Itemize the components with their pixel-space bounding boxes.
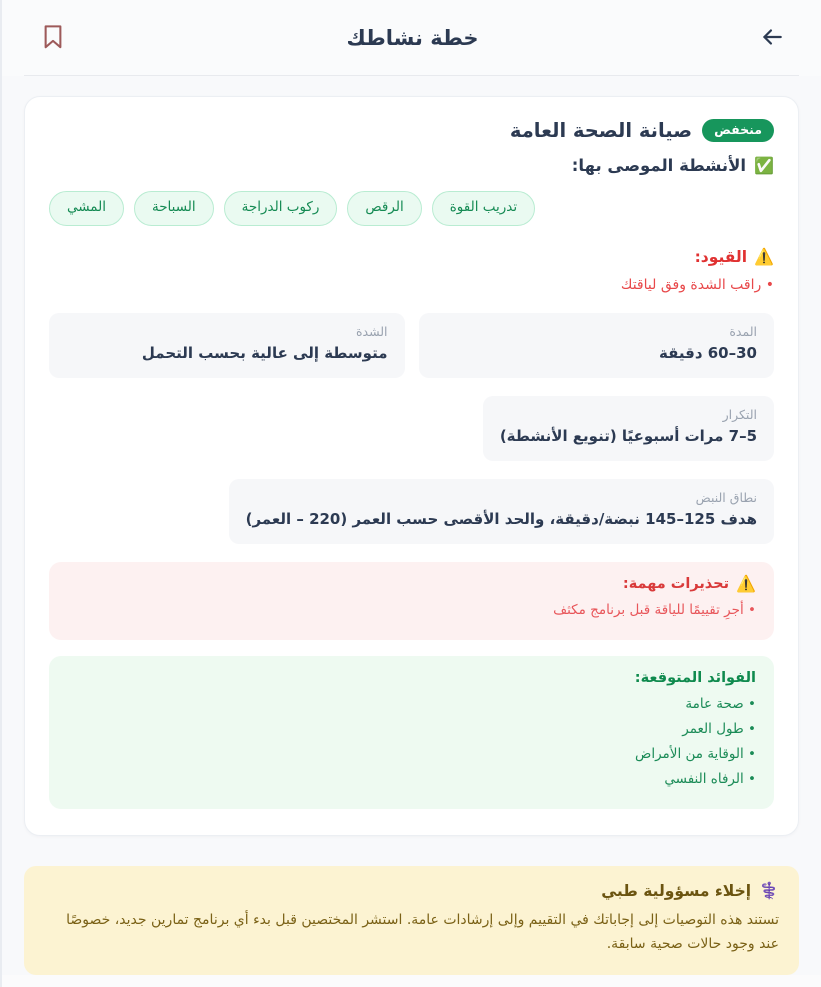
stat-grid-heart-rate	[49, 479, 774, 544]
activity-chip[interactable]: تدريب القوة	[432, 191, 535, 226]
activity-chip-list	[49, 189, 774, 226]
disclaimer-title-row	[44, 882, 779, 900]
page-title: خطة نشاطك	[346, 26, 479, 50]
limits-list-item: • راقب الشدة وفق لياقتك	[49, 273, 774, 298]
warning-triangle-icon: ⚠️	[736, 574, 756, 594]
stat-label: الشدة	[355, 324, 388, 340]
stat-value: متوسطة إلى عالية بحسب التحمل	[141, 344, 388, 363]
activity-chip[interactable]: ركوب الدراجة	[224, 191, 338, 226]
risk-level-badge: منخفض	[702, 119, 774, 142]
benefits-list	[67, 692, 756, 792]
bookmark-icon	[42, 24, 64, 53]
recommended-activities-label-row	[49, 156, 774, 175]
benefits-title-row	[67, 670, 756, 686]
benefits-list-item: • صحة عامة	[67, 692, 756, 717]
stat-label: نطاق النبض	[695, 490, 757, 506]
back-button[interactable]	[751, 17, 793, 59]
plan-heading-row	[49, 119, 774, 142]
limits-list	[49, 273, 774, 298]
arrow-left-icon	[759, 24, 785, 53]
activity-chip[interactable]: المشي	[49, 191, 124, 226]
stat-grid-frequency	[49, 396, 774, 461]
benefits-title: الفوائد المتوقعة:	[634, 669, 756, 686]
stat-label: المدة	[729, 324, 757, 340]
limits-title-row	[49, 248, 774, 266]
check-box-icon: ✅	[754, 155, 774, 175]
disclaimer-text: تستند هذه التوصيات إلى إجاباتك في التقييم وإلى إرشادات عامة. استشر المختصين قبل بدء أي برنامج تمارين جديد، خصوصًا عند وجود حالات صحية سابقة.	[66, 911, 779, 953]
stat-value: هدف 125–145 نبضة/دقيقة، والحد الأقصى حسب العمر (220 – العمر)	[245, 510, 757, 529]
app-bar	[2, 0, 821, 76]
stat-box-duration	[419, 313, 775, 378]
plan-card	[24, 96, 799, 836]
medical-symbol-icon: ⚕️	[759, 880, 779, 900]
limits-section	[49, 248, 774, 298]
stat-value: 5–7 مرات أسبوعيًا (تنويع الأنشطة)	[499, 427, 757, 446]
warnings-list-item: • أجرِ تقييمًا للياقة قبل برنامج مكثف	[67, 598, 756, 623]
page-body	[2, 76, 821, 848]
activity-chip[interactable]: السباحة	[134, 191, 214, 226]
benefits-list-item: • الرفاه النفسي	[67, 767, 756, 792]
benefits-list-item: • الوقاية من الأمراض	[67, 742, 756, 767]
expected-benefits-box	[49, 656, 774, 809]
stat-box-intensity	[49, 313, 405, 378]
warnings-title: تحذيرات مهمة:	[622, 576, 730, 593]
warnings-list	[67, 598, 756, 623]
stat-value: 30–60 دقيقة	[658, 344, 757, 363]
recommended-activities-label: الأنشطة الموصى بها:	[571, 156, 747, 175]
bottom-spacer	[2, 975, 821, 987]
stat-box-heart-rate	[229, 479, 774, 544]
warnings-title-row	[67, 576, 756, 592]
benefits-list-item: • طول العمر	[67, 717, 756, 742]
stat-label: التكرار	[722, 407, 757, 423]
bookmark-button[interactable]	[32, 17, 74, 59]
disclaimer-title: إخلاء مسؤولية طبي	[601, 881, 752, 900]
important-warnings-box	[49, 562, 774, 640]
warning-triangle-icon: ⚠️	[754, 246, 774, 266]
activity-chip[interactable]: الرقص	[347, 191, 421, 226]
stat-grid	[49, 313, 774, 378]
plan-heading: صيانة الصحة العامة	[509, 119, 693, 142]
medical-disclaimer-box	[24, 866, 799, 975]
stat-box-frequency	[483, 396, 774, 461]
limits-title: القيود:	[694, 247, 748, 266]
